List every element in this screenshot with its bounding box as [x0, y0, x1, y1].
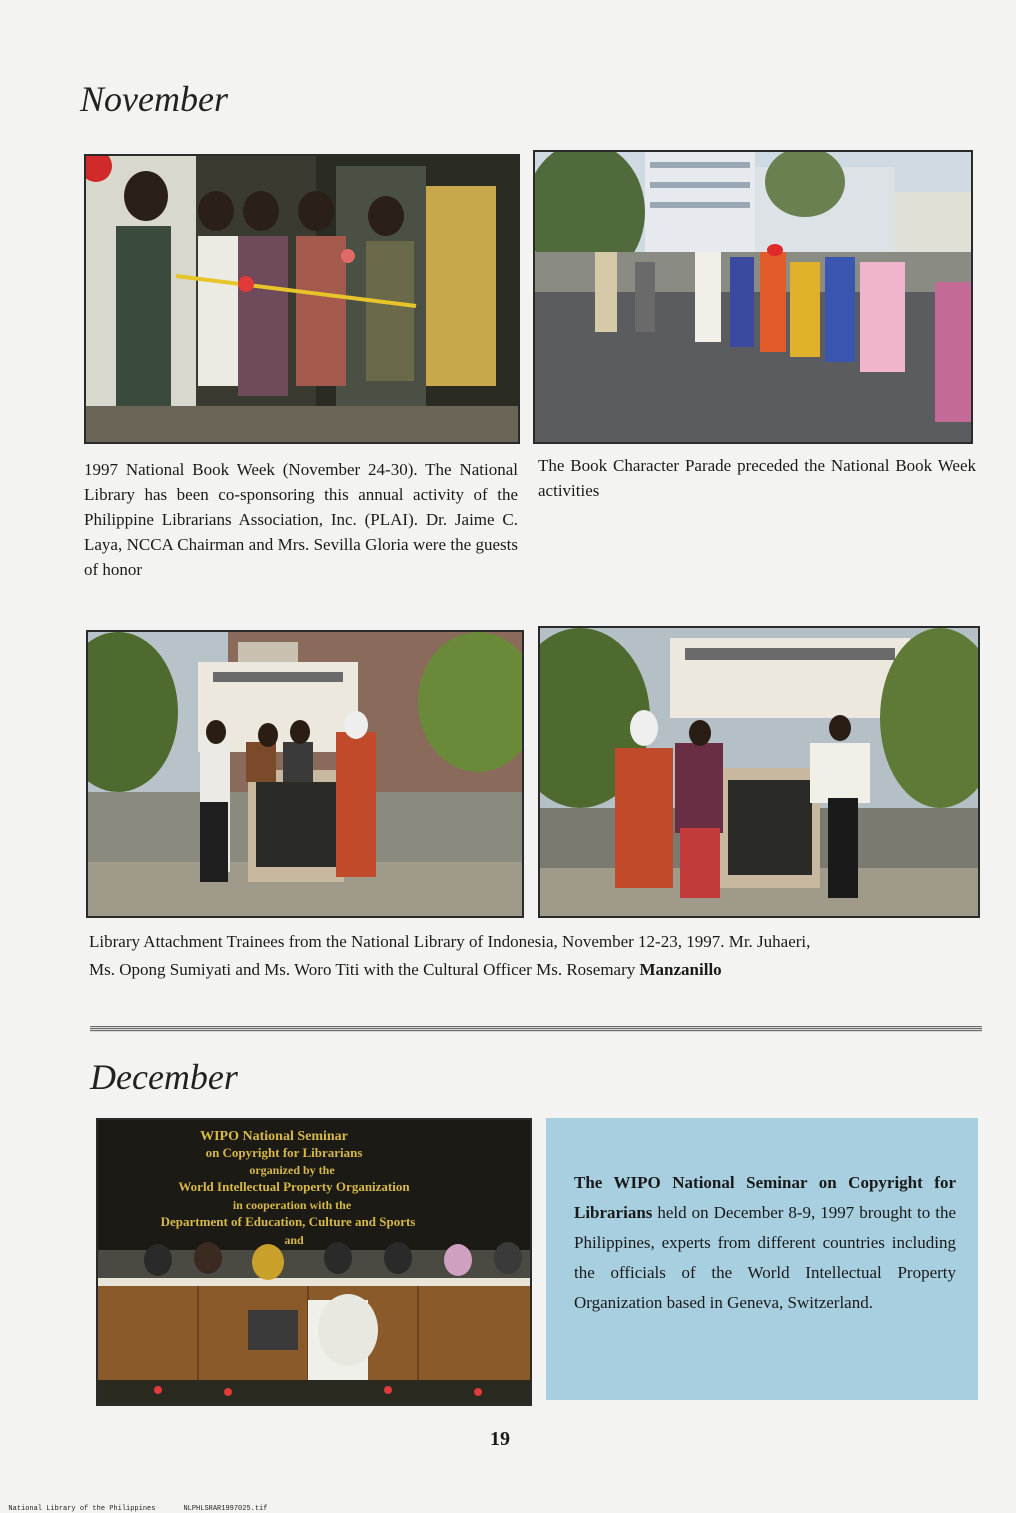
banner-line-7: and: [284, 1233, 304, 1247]
wipo-info-box: [546, 1118, 978, 1400]
page-number: 19: [490, 1428, 510, 1450]
banner-line-1: WIPO National Seminar: [200, 1129, 348, 1144]
banner-line-6: Department of Education, Culture and Sports: [160, 1214, 416, 1229]
caption-library-attachment-trainees: [89, 928, 989, 984]
december-heading: December: [90, 1057, 238, 1097]
caption-book-character-parade: The Book Character Parade preceded the National Book Week activities: [538, 456, 976, 500]
footer-right: NLPHLSRAR1997025.tif: [183, 1505, 268, 1513]
wipo-info-title: The WIPO National Seminar on Copyright for Librarians: [574, 1173, 956, 1222]
photo-wipo-seminar: [96, 1118, 532, 1406]
trainees-caption-line1: Library Attachment Trainees from the National Library of Indonesia, November 12-23, 1997. Mr. Juhaeri,: [89, 932, 811, 951]
banner-line-2: on Copyright for Librarians: [205, 1145, 363, 1160]
wipo-info-text: held on December 8-9, 1997 brought to the Philippines, experts from different countries including the officials of the World Intellectual Property Organization based in Geneva, Switzerland.: [574, 1203, 956, 1312]
footer-source-label: [0, 1497, 267, 1513]
november-heading: November: [80, 79, 228, 119]
banner-line-3: organized by the: [249, 1163, 335, 1177]
banner-line-5: in cooperation with the: [232, 1198, 352, 1212]
trainees-caption-line2: [89, 956, 989, 984]
banner-line-4: World Intellectual Property Organization: [178, 1179, 410, 1194]
photo-book-character-parade: [533, 150, 973, 444]
footer-left: National Library of the Philippines: [8, 1505, 156, 1513]
photo-trainees-right: [538, 626, 980, 918]
photo-ribbon-cutting: [84, 154, 520, 444]
photo-trainees-left: [86, 630, 524, 918]
trainees-caption-line2-text: Ms. Opong Sumiyati and Ms. Woro Titi with the Cultural Officer Ms. Rosemary: [89, 960, 636, 979]
section-divider: [90, 1026, 982, 1032]
caption-national-book-week: 1997 National Book Week (November 24-30). The National Library has been co-sponsoring this annual activity of the Philippine Librarians Association, Inc. (PLAI). Dr. Jaime C. Laya, NCCA Chairman and Mrs. Sevilla Gloria were the guests of honor: [84, 460, 518, 579]
trainees-caption-name-bold: Manzanillo: [639, 960, 722, 979]
